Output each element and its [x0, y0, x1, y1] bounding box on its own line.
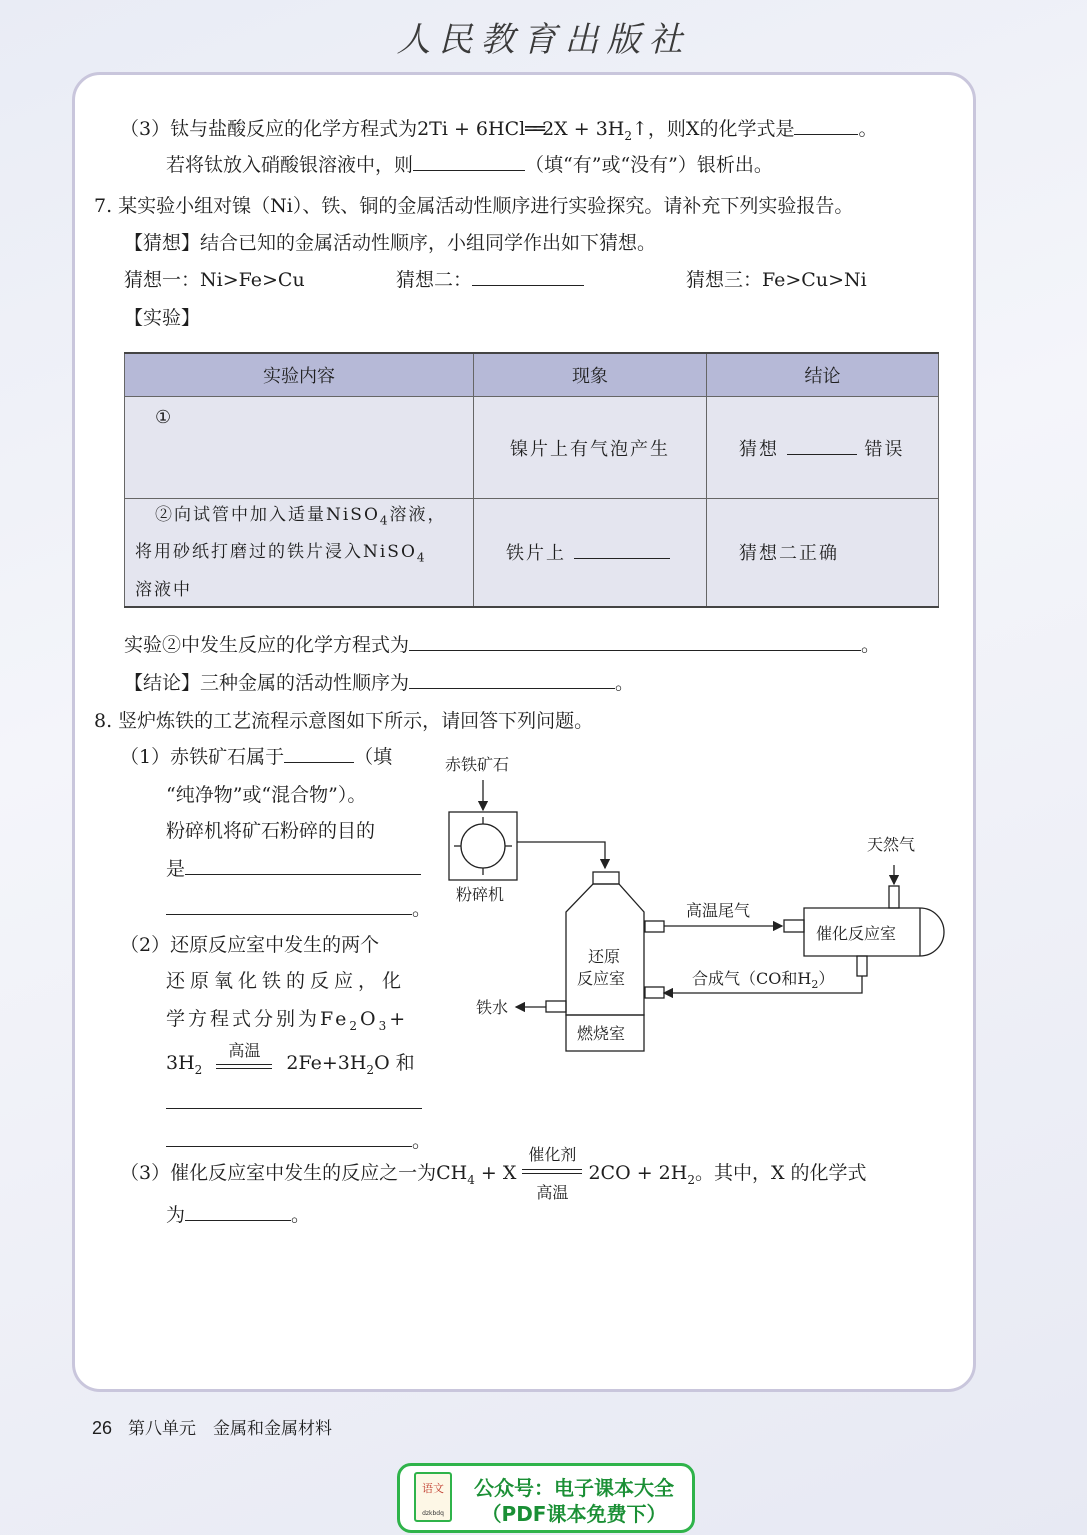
q7-guess2: 猜想二： [396, 267, 584, 293]
table-cell: 猜想 错误 [707, 397, 939, 499]
badge-line1: 公众号：电子课本大全 [474, 1476, 674, 1500]
table-header: 结论 [707, 353, 939, 397]
page-footer [92, 1414, 332, 1439]
q8-1-line5: 。 [166, 896, 431, 922]
q8-3-line2: 为 。 [166, 1204, 311, 1226]
condition-high-temp: 高温 [228, 1041, 261, 1060]
q8-1-line1: （1）赤铁矿石属于 （填 [120, 746, 393, 768]
q7-guess1: 猜想一：Ni>Fe>Cu [124, 269, 305, 291]
iron-label: 铁水 [476, 998, 509, 1017]
tail-gas-label: 高温尾气 [686, 901, 751, 920]
q8-1-line3: 粉碎机将矿石粉碎的目的 [166, 820, 376, 842]
q8-title: 8. 竖炉炼铁的工艺流程示意图如下所示，请回答下列问题。 [94, 710, 594, 732]
condition-high-temp: 高温 [536, 1183, 569, 1202]
page-number: 26 [92, 1418, 113, 1438]
crusher-circle [461, 824, 505, 868]
table-header-row [125, 353, 939, 397]
natural-gas-label: 天然气 [867, 835, 916, 854]
reduce-label-2: 反应室 [577, 969, 626, 988]
publisher-logo: 人民教育出版社 [396, 20, 691, 60]
q6-3-line1: （3）钛与盐酸反应的化学方程式为2Ti + 6HCl══2X + $3H_2↑$，则X的化学式是 。 [120, 118, 878, 143]
q8-2-line2: 还原氧化铁的反应，化 [166, 970, 407, 992]
badge-line2: （PDF课本免费下） [481, 1502, 667, 1526]
condition-catalyst: 催化剂 [528, 1145, 577, 1164]
q8-1-line2: “纯净物”或“混合物”）。 [166, 784, 367, 806]
q8-2-line4: $3H_2$ 高温 $2Fe+3H_2O$ 和 [166, 1050, 415, 1083]
book-icon: 语文 dzkbdq [414, 1472, 452, 1522]
q8-3-line1: （3）催化反应室中发生的反应之一为$CH_4 + X$ 催化剂 高温 $2CO + 2H_2$。其中，X 的化学式 [120, 1160, 867, 1193]
q8-2-line1: （2）还原反应室中发生的两个 [120, 934, 380, 956]
table-header: 现象 [474, 353, 707, 397]
ore-label: 赤铁矿石 [445, 755, 510, 774]
crusher-label: 粉碎机 [456, 885, 505, 904]
table-cell: 镍片上有气泡产生 [474, 397, 707, 499]
table-cell: 铁片上 [474, 499, 707, 607]
syngas-label: 合成气（CO和$H_2$） [692, 969, 835, 991]
q8-2-line3: 学方程式分别为$Fe_2O_3+$ [166, 1008, 409, 1033]
table-row [125, 499, 939, 607]
wechat-badge [397, 1463, 695, 1533]
table-cell: ②向试管中加入适量NiSO$_4$溶液， 将用砂纸打磨过的铁片浸入NiSO$_4$ 溶液中 [125, 499, 474, 607]
q8-1-line4: 是 [166, 856, 421, 882]
q7-conclusion: 【结论】三种金属的活动性顺序为 。 [124, 672, 635, 694]
process-flow-diagram [440, 750, 960, 1070]
experiment-table [124, 352, 939, 608]
table-header: 实验内容 [125, 353, 474, 397]
q7-title: 7. 某实验小组对镍（Ni）、铁、铜的金属活动性顺序进行实验探究。请补充下列实验报告。 [94, 195, 854, 217]
burn-label: 燃烧室 [577, 1024, 626, 1043]
furnace-top-port [593, 872, 619, 884]
catalytic-label: 催化反应室 [816, 924, 897, 943]
crusher-to-furnace-arrow [517, 842, 605, 868]
q7-exp-head: 【实验】 [124, 307, 201, 329]
q8-2-blank1 [166, 1090, 422, 1116]
q7-guess-head: 【猜想】结合已知的金属活动性顺序，小组同学作出如下猜想。 [124, 232, 657, 254]
table-row [125, 397, 939, 499]
unit-title: 第八单元 金属和金属材料 [128, 1419, 333, 1439]
q8-2-blank2: 。 [166, 1128, 431, 1154]
reduce-label-1: 还原 [588, 947, 621, 966]
table-cell: ① [125, 397, 474, 499]
q7-guess3: 猜想三：Fe>Cu>Ni [686, 269, 867, 291]
table-cell: 猜想二正确 [707, 499, 939, 607]
q6-3-line2: 若将钛放入硝酸银溶液中，则 （填“有”或“没有”）银析出。 [166, 154, 773, 176]
q7-equation-line: 实验②中发生反应的化学方程式为 。 [124, 634, 881, 656]
